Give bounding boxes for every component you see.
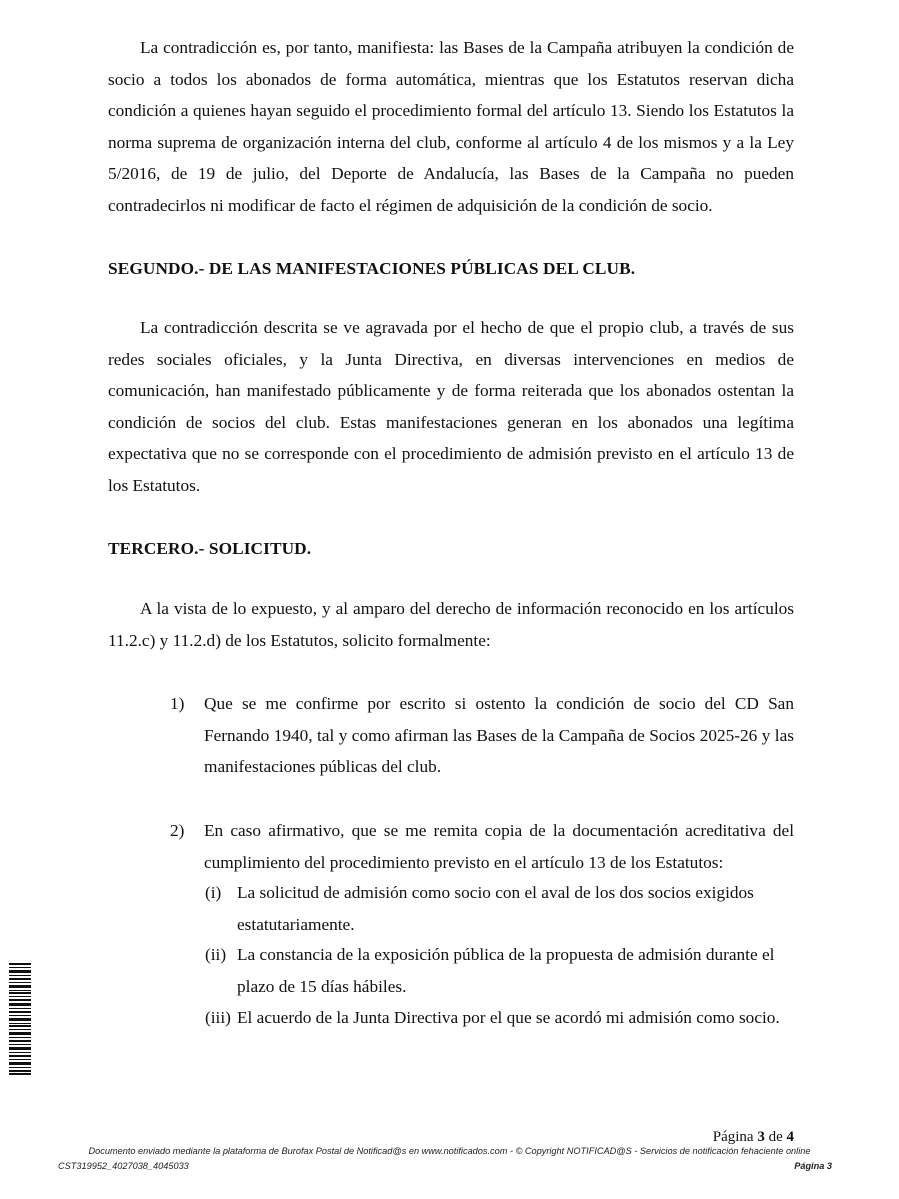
request-subitem-text: El acuerdo de la Junta Directiva por el que se acordó mi admisión como socio. [237,1008,780,1027]
paragraph-contradiction: La contradicción es, por tanto, manifiesta: las Bases de la Campaña atribuyen la condición de socio a todos los abonados de forma automática, mientras que los Estatutos reservan dicha condición a quienes hayan seguido el procedimiento formal del artículo 13. Siendo los Estatutos la norma suprema de organización interna del club, conforme al artículo 4 de los mismos y a la Ley 5/2016, de 19 de julio, del Deporte de Andalucía, las Bases de la Campaña no pueden contradecirlos ni modificar de facto el régimen de adquisición de la condición de socio. [108,38,794,215]
request-subitem-number: (i) [205,883,222,902]
page-number-current: 3 [757,1129,765,1145]
barcode-icon [9,963,31,1075]
page-number-total: 4 [786,1129,794,1145]
request-subitem-text: La constancia de la exposición pública de la propuesta de admisión durante el plazo de 15 días hábiles. [237,945,775,996]
request-subitem-number: (ii) [205,945,227,964]
request-item-number: 2) [170,821,185,840]
footer-page-label: Página 3 [794,1161,832,1171]
page-number [713,1129,794,1146]
request-item-text: En caso afirmativo, que se me remita copia de la documentación acreditativa del cumplimiento del procedimiento previsto en el artículo 13 de los Estatutos: [204,821,794,872]
section-heading-tercero: TERCERO.- SOLICITUD. [108,539,312,558]
request-item-text: Que se me confirme por escrito si ostento la condición de socio del CD San Fernando 1940, tal y como afirman las Bases de la Campaña de Socios 2025-26 y las manifestaciones públicas del club. [204,694,794,777]
paragraph-request-intro: A la vista de lo expuesto, y al amparo del derecho de información reconocido en los artículos 11.2.c) y 11.2.d) de los Estatutos, solicito formalmente: [108,599,794,650]
section-heading-segundo: SEGUNDO.- DE LAS MANIFESTACIONES PÚBLICAS DEL CLUB. [108,259,636,278]
request-item-number: 1) [170,694,185,713]
request-subitem-number: (iii) [205,1008,231,1027]
footer-notice: Documento enviado mediante la plataforma de Burofax Postal de Notificad@s en www.notificados.com - © Copyright NOTIFICAD@S - Servicios de notificación fehaciente online [88,1146,811,1156]
request-subitem-text: La solicitud de admisión como socio con el aval de los dos socios exigidos estatutariamente. [237,883,754,934]
footer-document-id: CST319952_4027038_4045033 [58,1161,189,1171]
page-number-prefix: Página [712,1129,754,1145]
page-number-separator: de [768,1129,783,1145]
paragraph-public-statements: La contradicción descrita se ve agravada por el hecho de que el propio club, a través de sus redes sociales oficiales, y la Junta Directiva, en diversas intervenciones en medios de comunicación, han manifestado públicamente y de forma reiterada que los abonados ostentan la condición de socios del club. Estas manifestaciones generan en los abonados una legítima expectativa que no se corresponde con el procedimiento de admisión previsto en el artículo 13 de los Estatutos. [108,318,794,495]
